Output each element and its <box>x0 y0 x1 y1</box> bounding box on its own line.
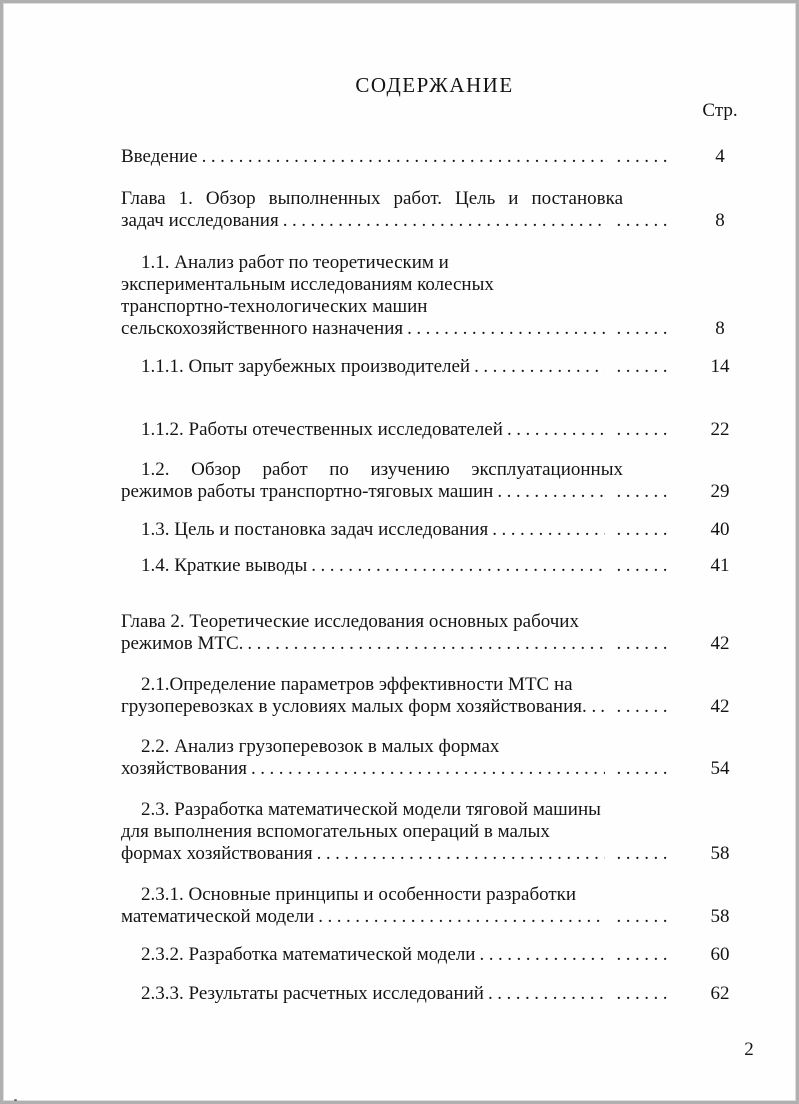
toc-entry-text: для выполнения вспомогательных операций в малых <box>121 821 550 842</box>
dot-leader-tail <box>617 983 673 1005</box>
dot-leader <box>202 146 605 168</box>
dot-leader-tail <box>617 555 673 577</box>
dot-leader <box>247 633 604 655</box>
dot-leader <box>474 356 604 378</box>
toc-entry <box>121 674 748 718</box>
toc-entry-text: Введение <box>121 146 198 167</box>
dot-leader <box>479 944 604 966</box>
toc-entry-text: грузоперевозках в условиях малых форм хозяйствования. . <box>121 696 597 717</box>
toc-page-number: 42 <box>710 696 730 717</box>
toc-page-number: 14 <box>710 356 730 377</box>
toc-entry-text: 2.3.1. Основные принципы и особенности разработки <box>141 884 577 905</box>
dot-leader-tail <box>617 210 673 232</box>
dot-leader <box>497 481 604 503</box>
toc-page-number: 62 <box>710 983 730 1004</box>
toc-page-number: 40 <box>710 519 730 540</box>
toc-entry <box>121 611 748 655</box>
dot-leader-tail <box>617 633 673 655</box>
toc-entry-text: 2.2. Анализ грузоперевозок в малых формах <box>141 736 500 757</box>
dot-leader-tail <box>617 843 673 865</box>
toc-page-number: 58 <box>710 843 730 864</box>
toc-entry-text: задач исследования <box>121 210 279 231</box>
toc-entry-text: формах хозяйствования <box>121 843 313 864</box>
toc-entry <box>121 555 748 577</box>
toc-page-number: 58 <box>710 906 730 927</box>
dot-leader <box>507 419 605 441</box>
dot-leader <box>492 519 604 541</box>
toc-entry-text: Глава 1. Обзор выполненных работ. Цель и постановка <box>121 188 623 209</box>
toc-page-number: 8 <box>715 318 725 339</box>
toc-title: СОДЕРЖАНИЕ <box>355 73 514 97</box>
toc-page-number: 8 <box>715 210 725 231</box>
dot-leader <box>318 906 604 928</box>
dot-leader <box>283 210 605 232</box>
toc-entry-text: математической модели <box>121 906 315 927</box>
toc-entry-text: 2.3. Разработка математической модели тяговой машины <box>141 799 601 820</box>
toc-entry-text: 1.3. Цель и постановка задач исследования <box>141 519 489 540</box>
toc-page-number: 54 <box>710 758 730 779</box>
dot-leader-tail <box>617 758 673 780</box>
dot-leader-tail <box>617 146 673 168</box>
toc-entry-text: экспериментальным исследованиям колесных <box>121 274 494 295</box>
toc-entry <box>121 519 748 541</box>
toc-entry <box>121 944 748 966</box>
dot-leader-tail <box>617 419 673 441</box>
toc-page-number: 42 <box>710 633 730 654</box>
toc-page-number: 41 <box>710 555 730 576</box>
toc-entry <box>121 884 748 928</box>
toc-page-number: 4 <box>715 146 725 167</box>
page-column-header: Стр. <box>702 100 738 121</box>
toc-entry-text: сельскохозяйственного назначения <box>121 318 404 339</box>
scan-artifact-dot <box>14 1099 17 1103</box>
dot-leader <box>407 318 604 340</box>
dot-leader-tail <box>617 356 673 378</box>
toc-entry <box>121 252 748 340</box>
toc-entry <box>121 146 748 168</box>
dot-leader <box>317 843 605 865</box>
dot-leader-tail <box>617 481 673 503</box>
toc-entry <box>121 459 748 503</box>
toc-entry <box>121 419 748 441</box>
toc-entry-text: 1.4. Краткие выводы <box>141 555 308 576</box>
dot-leader <box>311 555 604 577</box>
toc-entry-text: 2.3.2. Разработка математической модели <box>141 944 476 965</box>
toc-entry-text: 2.3.3. Результаты расчетных исследований <box>141 983 484 1004</box>
dot-leader-tail <box>617 696 673 718</box>
toc-entry <box>121 356 748 378</box>
toc-entry-text: режимов МТС. <box>121 633 244 654</box>
toc-entry-text: 1.1.1. Опыт зарубежных производителей <box>141 356 471 377</box>
dot-leader <box>251 758 605 780</box>
toc-entry-text: транспортно-технологических машин <box>121 296 428 317</box>
toc-entry <box>121 736 748 780</box>
dot-leader-tail <box>617 519 673 541</box>
toc-entry-text: Глава 2. Теоретические исследования основных рабочих <box>121 611 579 632</box>
toc-entry-text: режимов работы транспортно-тяговых машин <box>121 481 494 502</box>
toc-page-number: 29 <box>710 481 730 502</box>
toc-entry <box>121 799 748 865</box>
toc-page-number: 22 <box>710 419 730 440</box>
toc-entry <box>121 188 748 232</box>
toc-entry-text: 2.1.Определение параметров эффективности МТС на <box>141 674 573 695</box>
toc-entry-text: 1.1. Анализ работ по теоретическим и <box>141 252 449 273</box>
dot-leader <box>600 696 604 718</box>
dot-leader-tail <box>617 944 673 966</box>
dot-leader-tail <box>617 318 673 340</box>
folio-page-number: 2 <box>744 1039 754 1060</box>
dot-leader <box>488 983 605 1005</box>
toc-entry-text: 1.2. Обзор работ по изучению эксплуатационных <box>141 459 623 480</box>
toc-entry-text: хозяйствования <box>121 758 247 779</box>
toc-page-number: 60 <box>710 944 730 965</box>
toc-entry-text: 1.1.2. Работы отечественных исследователей <box>141 419 503 440</box>
dot-leader-tail <box>617 906 673 928</box>
toc-entry <box>121 983 748 1005</box>
